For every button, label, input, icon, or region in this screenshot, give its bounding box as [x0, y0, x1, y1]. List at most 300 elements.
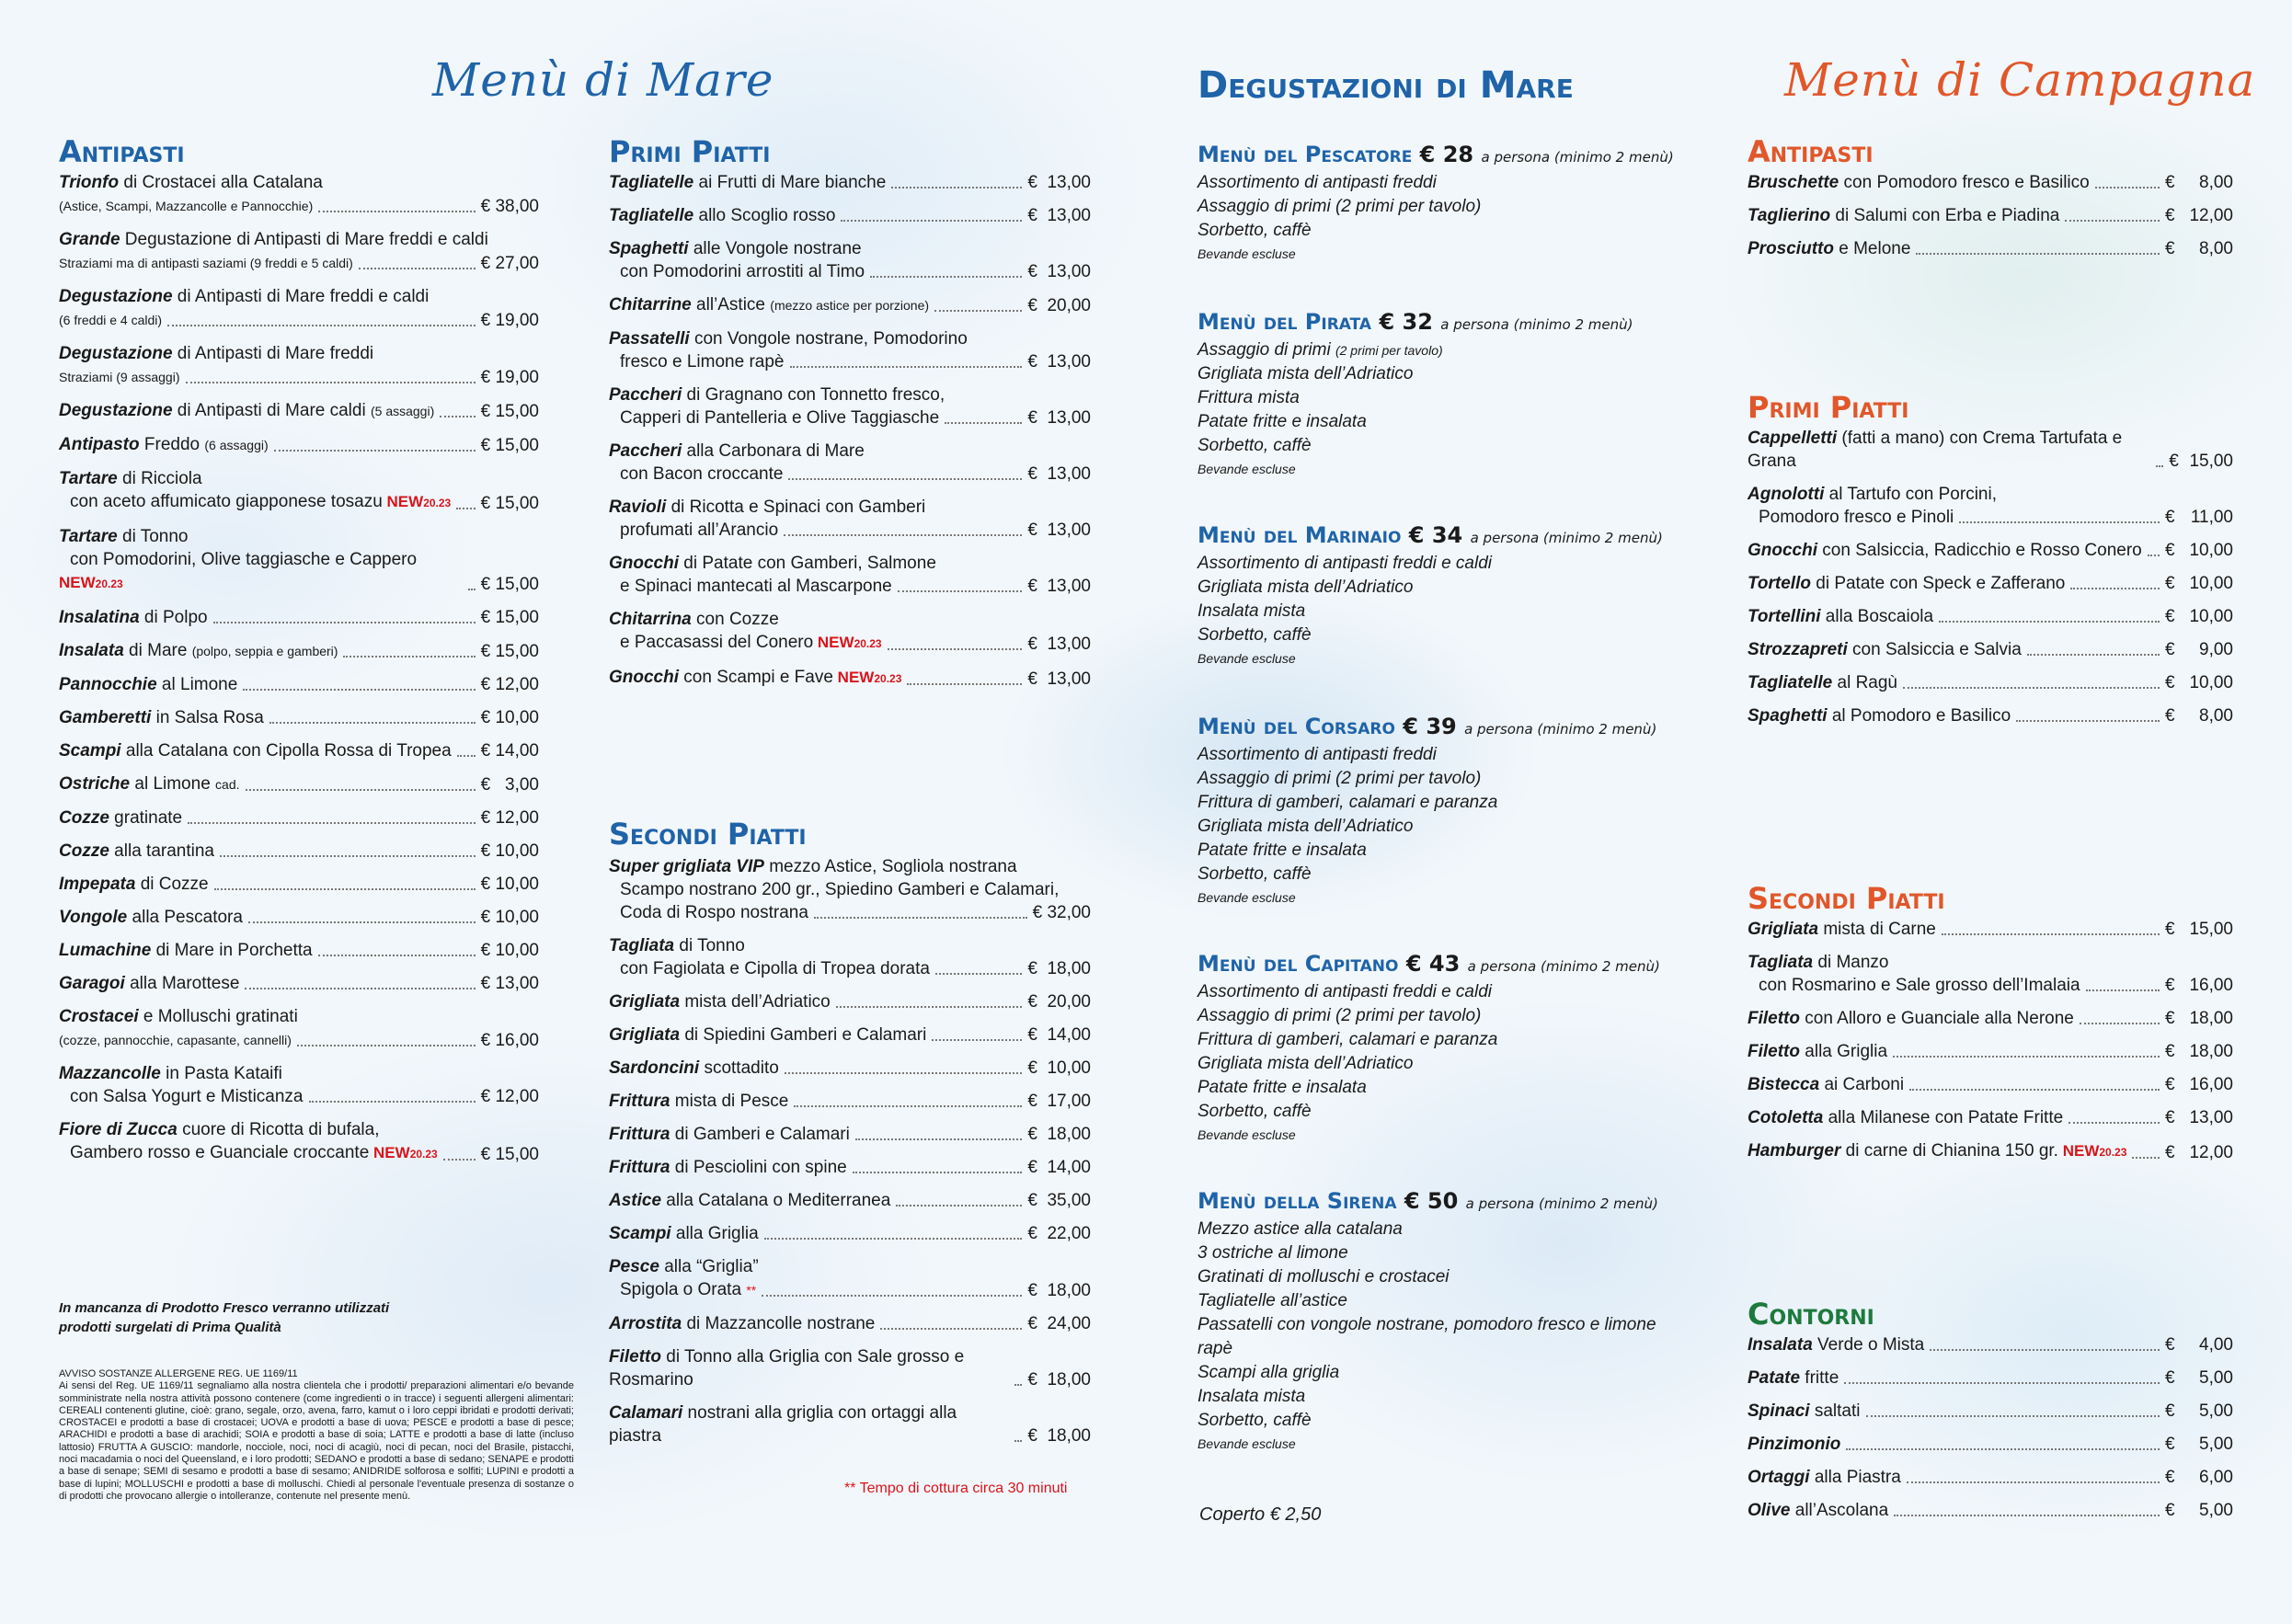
new-year: 20.23	[2099, 1146, 2127, 1159]
menu-item	[59, 972, 539, 995]
menu-item	[59, 906, 539, 929]
leader-dots	[855, 1138, 1022, 1140]
leader-dots	[945, 422, 1022, 424]
leader-dots	[220, 855, 476, 857]
leader-dots	[2086, 989, 2160, 991]
item-desc: alla Griglia	[1800, 1042, 1888, 1061]
degustazione-name: Menù del Pescatore	[1198, 142, 1413, 167]
menu-item	[609, 1090, 1091, 1113]
item-price: € 12,00	[480, 808, 539, 828]
item-desc: alla Marottese	[124, 974, 240, 993]
item-price: € 14,00	[1027, 1025, 1091, 1045]
new-badge	[383, 493, 451, 510]
item-line2: con Bacon croccante	[620, 464, 784, 484]
item-name: Lumachine	[59, 941, 152, 960]
item-name: Agnolotti	[1748, 485, 1825, 504]
item-desc: di Mazzancolle nostrane	[682, 1314, 876, 1333]
item-price: € 15,00	[480, 402, 539, 421]
menu-item	[609, 855, 1091, 924]
menu-item	[609, 552, 1091, 598]
item-price: € 10,00	[480, 908, 539, 927]
degustazione-course	[1198, 362, 1694, 386]
course-text: Grigliata mista dell’Adriatico	[1198, 1054, 1414, 1073]
currency: €	[2165, 1468, 2175, 1487]
currency: €	[2165, 607, 2175, 626]
item-desc: con Salsiccia e Salvia	[1847, 640, 2022, 659]
item-price: € 18,00	[1027, 1426, 1091, 1446]
degustazione-course	[1198, 1385, 1694, 1409]
mare-primi-heading: Primi Piatti	[609, 134, 771, 169]
leader-dots	[2132, 1157, 2160, 1159]
leader-dots	[343, 656, 475, 658]
item-price	[2165, 1073, 2233, 1096]
item-line2: fresco e Limone rapè	[620, 352, 785, 372]
item-name: Patate	[1748, 1368, 1801, 1388]
item-desc: di Gragnano con Tonnetto fresco,	[682, 385, 945, 405]
item-note: (mezzo astice per porzione)	[770, 298, 930, 313]
leader-dots	[214, 888, 476, 890]
item-desc: all’Ascolana	[1790, 1501, 1889, 1520]
degustazione-course	[1198, 1241, 1694, 1265]
course-text: Assaggio di primi (2 primi per tavolo)	[1198, 197, 1482, 216]
currency: €	[2169, 452, 2179, 471]
menu-item	[609, 1345, 1091, 1391]
mare-primi-list	[609, 171, 1091, 691]
item-desc: al Limone	[130, 774, 211, 794]
item-name: Prosciutto	[1748, 239, 1834, 258]
degustazione-course	[1198, 386, 1694, 410]
amount: 8,00	[2199, 706, 2233, 726]
degustazione-course	[1198, 338, 1694, 362]
currency: €	[2165, 976, 2175, 995]
menu-item	[59, 873, 539, 896]
allergen-notice	[59, 1368, 574, 1503]
item-name: Filetto	[1748, 1009, 1800, 1028]
course-text: Patate fritte e insalata	[1198, 412, 1367, 431]
degustazione-menu	[1198, 714, 1694, 905]
degustazione-course	[1198, 815, 1694, 839]
item-name: Astice	[609, 1191, 662, 1210]
leader-dots	[1959, 521, 2160, 523]
new-year: 20.23	[409, 1148, 438, 1161]
degustazione-per: a persona (minimo 2 menù)	[1440, 316, 1633, 333]
course-text: Assortimento di antipasti freddi	[1198, 745, 1437, 764]
item-desc: ai Carboni	[1819, 1075, 1905, 1094]
menu-item	[59, 806, 539, 829]
course-text: Assaggio di primi	[1198, 340, 1331, 360]
item-desc: di Antipasti di Mare caldi	[172, 401, 366, 420]
item-desc: mezzo Astice, Sogliola nostrana	[763, 857, 1017, 876]
item-price: € 3,00	[480, 775, 539, 795]
item-desc: di Patate con Gamberi, Salmone	[679, 554, 936, 573]
leader-dots	[456, 508, 475, 509]
item-desc: mista di Carne	[1818, 920, 1936, 939]
beverage-note: Bevande escluse	[1198, 246, 1296, 261]
degustazione-title	[1198, 951, 1694, 977]
item-price: € 12,00	[480, 675, 539, 694]
degustazione-course	[1198, 1004, 1694, 1028]
item-name: Taglierino	[1748, 206, 1831, 225]
item-name: Grande	[59, 230, 120, 249]
amount: 10,00	[2189, 673, 2233, 692]
leader-dots	[764, 1238, 1023, 1240]
camp-secondi-heading: Secondi Piatti	[1748, 881, 1945, 916]
item-name: Scampi	[59, 741, 121, 761]
currency: €	[2165, 1075, 2175, 1094]
currency: €	[2165, 706, 2175, 726]
camp-primi-heading: Primi Piatti	[1748, 390, 1909, 425]
course-text: Gratinati di molluschi e crostacei	[1198, 1267, 1450, 1287]
currency: €	[2165, 508, 2175, 527]
degustazione-course	[1198, 552, 1694, 576]
item-name: Trionfo	[59, 173, 120, 192]
item-desc: alla Catalana con Cipolla Rossa di Tropea	[120, 741, 452, 761]
amount: 10,00	[2189, 541, 2233, 560]
amount: 15,00	[2189, 452, 2233, 471]
item-price: € 13,00	[1027, 520, 1091, 540]
item-name: Tagliata	[609, 936, 675, 955]
currency: €	[2165, 1335, 2175, 1355]
leader-dots	[784, 534, 1022, 536]
leader-dots	[359, 268, 476, 269]
course-text: Assortimento di antipasti freddi	[1198, 173, 1437, 192]
item-desc: alla Carbonara di Mare	[682, 441, 865, 461]
item-name: Arrostita	[609, 1314, 682, 1333]
degustazione-course	[1198, 1052, 1694, 1076]
item-desc: di Ricotta e Spinaci con Gamberi	[666, 497, 926, 517]
item-note: (6 assaggi)	[204, 438, 269, 452]
beverage-note: Bevande escluse	[1198, 462, 1296, 476]
menu-item	[1748, 237, 2233, 260]
degustazione-menu	[1198, 1188, 1694, 1451]
course-text: 3 ostriche al limone	[1198, 1243, 1348, 1263]
item-name: Crostacei	[59, 1007, 139, 1026]
new-label: NEW	[837, 669, 875, 686]
course-text: Grigliata mista dell’Adriatico	[1198, 817, 1414, 836]
currency: €	[2165, 1042, 2175, 1061]
item-name: Mazzancolle	[59, 1064, 161, 1083]
degustazione-course	[1198, 171, 1694, 195]
item-price	[2165, 1141, 2233, 1164]
amount: 9,00	[2199, 640, 2233, 659]
menu-item	[1748, 704, 2233, 727]
leader-dots	[794, 1105, 1022, 1107]
beverage-note: Bevande escluse	[1198, 890, 1296, 905]
menu-item	[1748, 638, 2233, 661]
degustazione-per: a persona (minimo 2 menù)	[1467, 958, 1660, 975]
item-price: € 15,00	[480, 642, 539, 661]
item-desc: alla Piastra	[1809, 1468, 1901, 1487]
leader-dots	[870, 276, 1022, 278]
item-desc: alla tarantina	[109, 841, 214, 861]
camp-antipasti-list	[1748, 171, 2233, 260]
new-badge	[813, 634, 881, 651]
item-price: € 10,00	[480, 708, 539, 727]
item-desc: al Limone	[156, 675, 238, 694]
item-name: Gnocchi	[609, 554, 680, 573]
menu-item	[59, 467, 539, 515]
item-desc: di Crostacei alla Catalana	[119, 173, 323, 192]
item-name: Tagliatelle	[609, 206, 694, 225]
item-desc: alla Boscaiola	[1820, 607, 1934, 626]
item-name: Bruschette	[1748, 173, 1839, 192]
course-text: Frittura di gamberi, calamari e paranza	[1198, 1030, 1498, 1049]
item-price: € 13,00	[480, 974, 539, 993]
item-desc: di Tonno alla Griglia con Sale grosso e Rosmarino	[609, 1347, 965, 1390]
item-desc: (fatti a mano) con Crema Tartufata e Grana	[1748, 429, 2123, 471]
item-subline: Straziami (9 assaggi)	[59, 370, 180, 384]
degustazione-per: a persona (minimo 2 menù)	[1470, 530, 1663, 546]
currency: €	[2165, 574, 2175, 593]
course-text: Scampi alla griglia	[1198, 1363, 1340, 1382]
amount: 5,00	[2199, 1368, 2233, 1388]
item-price: € 13,00	[1027, 635, 1091, 654]
camp-primi-section	[1748, 390, 2233, 738]
leader-dots	[2016, 720, 2160, 722]
item-desc: Degustazione di Antipasti di Mare freddi e caldi	[120, 230, 488, 249]
leader-dots	[243, 689, 475, 691]
menu-item	[609, 608, 1091, 656]
item-desc: di Antipasti di Mare freddi	[172, 344, 374, 363]
new-label: NEW	[373, 1144, 410, 1161]
item-name: Grigliata	[609, 1025, 681, 1045]
degustazione-price: € 43	[1405, 951, 1461, 977]
degustazione-course	[1198, 1100, 1694, 1124]
leader-dots	[440, 416, 475, 417]
leader-dots	[309, 1101, 476, 1103]
item-desc: allo Scoglio rosso	[693, 206, 836, 225]
degustazione-menu	[1198, 951, 1694, 1142]
item-price: € 10,00	[480, 875, 539, 894]
menu-item	[1748, 1073, 2233, 1096]
item-name: Filetto	[1748, 1042, 1800, 1061]
degustazione-course	[1198, 1028, 1694, 1052]
item-line2: Gambero rosso e Guanciale croccante	[70, 1143, 370, 1162]
item-price: € 15,00	[480, 608, 539, 627]
item-price	[2165, 1400, 2233, 1423]
menu-item	[59, 525, 539, 596]
degustazione-price: € 34	[1408, 522, 1463, 548]
leader-dots	[1907, 1481, 2160, 1483]
leader-dots	[1930, 1349, 2160, 1351]
fresh-product-note: In mancanza di Prodotto Fresco verranno utilizzati prodotti surgelati di Prima Qualità	[59, 1300, 390, 1335]
degustazione-name: Menù del Pirata	[1198, 309, 1372, 335]
course-text: Patate fritte e insalata	[1198, 841, 1367, 860]
item-subline: (6 freddi e 4 caldi)	[59, 313, 163, 327]
item-name: Tortellini	[1748, 607, 1821, 626]
item-line2: e Spinaci mantecati al Mascarpone	[620, 577, 892, 596]
item-price: € 15,00	[480, 494, 539, 513]
item-name: Degustazione	[59, 401, 173, 420]
amount: 5,00	[2199, 1401, 2233, 1421]
item-price	[2165, 671, 2233, 694]
item-price: € 19,00	[480, 311, 539, 330]
beverage-note: Bevande escluse	[1198, 1127, 1296, 1142]
item-price	[2165, 974, 2233, 997]
item-subline: (Astice, Scampi, Mazzancolle e Pannocchie)	[59, 199, 314, 213]
degustazione-course	[1198, 980, 1694, 1004]
menu-item	[1748, 918, 2233, 941]
leader-dots	[1903, 687, 2160, 689]
menu-item	[59, 1118, 539, 1166]
leader-dots	[907, 683, 1022, 685]
camp-secondi-section	[1748, 881, 2233, 1174]
leader-dots	[1846, 1448, 2160, 1450]
item-line2: con Pomodorini arrostiti al Timo	[620, 262, 865, 281]
menu-item	[609, 496, 1091, 542]
course-text: Insalata mista	[1198, 601, 1306, 621]
item-name: Frittura	[609, 1092, 670, 1111]
item-price: € 20,00	[1027, 296, 1091, 315]
item-name: Olive	[1748, 1501, 1791, 1520]
item-desc: di Tonno	[674, 936, 745, 955]
allergen-title: AVVISO SOSTANZE ALLERGENE REG. UE 1169/11	[59, 1368, 298, 1379]
course-note: (2 primi per tavolo)	[1335, 343, 1443, 358]
item-name: Impepata	[59, 875, 136, 894]
leader-dots	[853, 1172, 1023, 1173]
leader-dots	[2065, 220, 2160, 222]
item-desc: di Gamberi e Calamari	[670, 1125, 850, 1144]
menu-item	[609, 1222, 1091, 1245]
item-desc: alla Pescatora	[127, 908, 243, 927]
cooking-note	[844, 1481, 1067, 1497]
item-name: Frittura	[609, 1158, 670, 1177]
item-note: cad.	[215, 777, 240, 792]
item-desc: in Pasta Kataifi	[160, 1064, 282, 1083]
degustazione-per: a persona (minimo 2 menù)	[1465, 1195, 1658, 1212]
mare-secondi-section	[609, 817, 1091, 1458]
course-text: Sorbetto, caffè	[1198, 1102, 1312, 1121]
item-price: € 19,00	[480, 368, 539, 387]
item-name: Frittura	[609, 1125, 670, 1144]
item-name: Grigliata	[609, 992, 681, 1012]
item-price: € 20,00	[1027, 992, 1091, 1012]
leader-dots	[790, 366, 1023, 368]
item-name: Insalatina	[59, 608, 140, 627]
course-text: Passatelli con vongole nostrane, pomodoro fresco e limone rapè	[1198, 1315, 1656, 1358]
degustazione-course	[1198, 791, 1694, 815]
item-desc: di Spiedini Gamberi e Calamari	[680, 1025, 927, 1045]
item-name: Gnocchi	[609, 668, 680, 687]
item-name: Tagliatelle	[1748, 673, 1833, 692]
leader-dots	[1909, 1089, 2160, 1091]
item-name: Chitarrina	[609, 610, 692, 629]
menu-item	[1748, 1466, 2233, 1489]
item-desc: di carne di Chianina 150 gr.	[1840, 1141, 2058, 1161]
item-line2: Scampo nostrano 200 gr., Spiedino Gamberi e Calamari,	[620, 880, 1060, 899]
item-price: € 14,00	[1027, 1158, 1091, 1177]
amount: 4,00	[2199, 1335, 2233, 1355]
leader-dots	[788, 478, 1022, 480]
item-desc: al Pomodoro e Basilico	[1827, 706, 2011, 726]
course-text: Assortimento di antipasti freddi e caldi	[1198, 554, 1492, 573]
amount: 15,00	[2189, 920, 2233, 939]
item-price: € 15,00	[480, 436, 539, 455]
amount: 8,00	[2199, 239, 2233, 258]
cooking-note-text: Tempo di cottura circa 30 minuti	[859, 1481, 1068, 1496]
item-price	[2169, 450, 2233, 473]
item-price: € 13,00	[1027, 206, 1091, 225]
leader-dots	[898, 590, 1023, 592]
item-desc: di Antipasti di Mare freddi e caldi	[172, 287, 430, 306]
leader-dots	[762, 1295, 1022, 1297]
menu-item	[59, 433, 539, 457]
new-badge	[833, 669, 901, 686]
camp-contorni-list	[1748, 1333, 2233, 1522]
menu-item	[609, 1189, 1091, 1212]
menu-item	[1748, 1499, 2233, 1522]
item-name: Super grigliata VIP	[609, 857, 764, 876]
item-price	[2165, 1499, 2233, 1522]
menu-di-mare-title: Menù di Mare	[432, 53, 774, 107]
item-desc: al Tartufo con Porcini,	[1824, 485, 1997, 504]
item-desc: in Salsa Rosa	[151, 708, 264, 727]
course-text: Assaggio di primi (2 primi per tavolo)	[1198, 769, 1482, 788]
item-name: Spaghetti	[609, 239, 689, 258]
leader-dots	[248, 921, 476, 923]
menu-item	[1748, 1007, 2233, 1030]
leader-dots	[2156, 465, 2163, 467]
new-year: 20.23	[874, 672, 902, 685]
mare-primi-section	[609, 134, 1091, 701]
menu-item	[609, 1057, 1091, 1080]
leader-dots	[841, 220, 1022, 222]
leader-dots	[891, 187, 1022, 189]
coperto: Coperto € 2,50	[1199, 1504, 1322, 1525]
item-price: € 13,00	[1027, 352, 1091, 372]
item-name: Tagliata	[1748, 953, 1814, 972]
degustazione-name: Menù del Corsaro	[1198, 714, 1395, 739]
item-desc: di Polpo	[139, 608, 208, 627]
menu-item	[1748, 204, 2233, 227]
menu-item	[1748, 483, 2233, 529]
item-subline: Straziami ma di antipasti saziami (9 freddi e 5 caldi)	[59, 256, 353, 270]
currency: €	[2165, 1501, 2175, 1520]
cooking-stars: **	[844, 1481, 856, 1496]
item-name: Cozze	[59, 841, 109, 861]
leader-dots	[1942, 933, 2160, 935]
item-name: Filetto	[609, 1347, 661, 1367]
degustazione-course	[1198, 195, 1694, 219]
mare-antipasti-section	[59, 134, 539, 1176]
course-text: Frittura mista	[1198, 388, 1300, 407]
camp-secondi-list	[1748, 918, 2233, 1164]
item-desc: mista dell’Adriatico	[680, 992, 831, 1012]
item-name: Paccheri	[609, 385, 682, 405]
degustazione-title	[1198, 522, 1694, 548]
leader-dots	[297, 1045, 476, 1046]
new-year: 20.23	[95, 578, 123, 590]
menu-item	[1748, 1040, 2233, 1063]
item-price: € 10,00	[480, 941, 539, 960]
camp-contorni-heading: Contorni	[1748, 1297, 1874, 1332]
item-price: € 18,00	[1027, 1125, 1091, 1144]
item-line2: con Pomodorini, Olive taggiasche e Cappero	[70, 550, 418, 569]
amount: 11,00	[2190, 508, 2233, 527]
camp-antipasti-heading: Antipasti	[1748, 134, 1874, 169]
degustazione-name: Menù del Capitano	[1198, 951, 1399, 977]
leader-dots	[167, 325, 476, 326]
item-price	[2165, 1367, 2233, 1390]
item-desc: ai Frutti di Mare bianche	[693, 173, 887, 192]
menu-item	[59, 639, 539, 663]
menu-item	[59, 673, 539, 696]
item-desc: con Vongole nostrane, Pomodorino	[689, 329, 968, 349]
item-line2: con Rosmarino e Sale grosso dell’Imalaia	[1759, 976, 2080, 995]
degustazione-course	[1198, 600, 1694, 623]
menu-item	[59, 285, 539, 332]
degustazione-course	[1198, 1361, 1694, 1385]
